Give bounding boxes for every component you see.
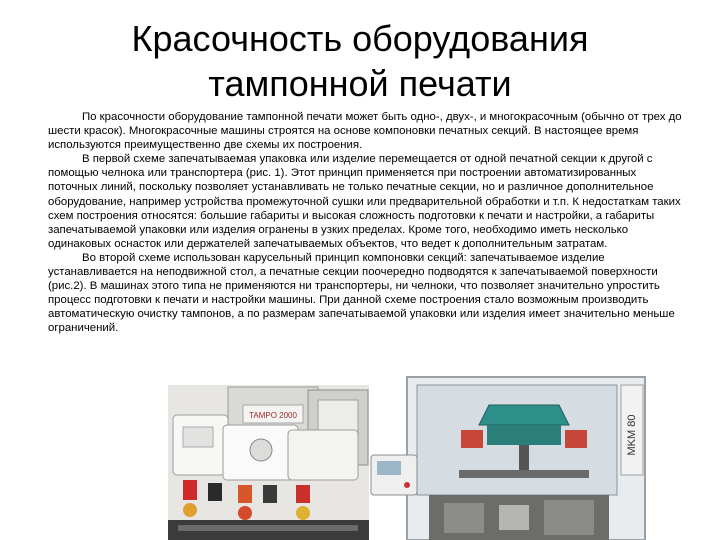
machine-label-right: MKM 80 [626,414,638,456]
title-line-1: Красочность оборудования [131,18,589,59]
linear-pad-printer-photo [168,385,374,540]
title-line-2: тампонной печати [208,63,512,104]
slide-title [0,16,720,106]
machine-label-left: TAMPO 2000 [249,411,297,420]
slide-body [48,110,688,336]
paragraph-3: Во второй схеме использован карусельный принцип компоновки секций: запечатываемое изделие устанавливается на неподвижной стол, а печатные секции поочередно подводятся к запечатываемой поверхности (рис.2). В машинах этого типа не применяются ни транспортеры, ни челноки, что позволяет значительно упростить процесс подготовки к печати и настройки машины. При данной схеме построения стало возможным производить автоматическую очистку тампонов, а по размерам запечатываемой упаковки или изделия имеет значительно меньше ограничений. [48,251,675,335]
paragraph-2: В первой схеме запечатываемая упаковка или изделие перемещается от одной печатной секции к другой с помощью челнока или транспортера (рис. 1). Этот принцип применяется при построении автоматизированных поточных линий, поскольку позволяет устанавливать не только печатные секции, но и различное дополнительное оборудование, например устройства промежуточной сушки или предварительной обработки и т.п. К недостаткам таких схем построения относятся: большие габариты и высокая сложность подготовки к печати и настройки, а габариты запечатываемой упаковки или изделия огранены в узких пределах. Кроме того, необходимо иметь несколько одинаковых оснасток или держателей запечатываемых объектов, что ведет к дополнительным затратам. [48,153,681,250]
paragraph-1: По красочности оборудование тампонной печати может быть одно-, двух-, и многокрасочным (обычно от трех до шести красок). Многокрасочные машины строятся на основе компоновки печатных секций. В настоящее время используются преимущественно две схемы их построения. [48,111,682,152]
carousel-pad-printer-photo [369,375,653,540]
